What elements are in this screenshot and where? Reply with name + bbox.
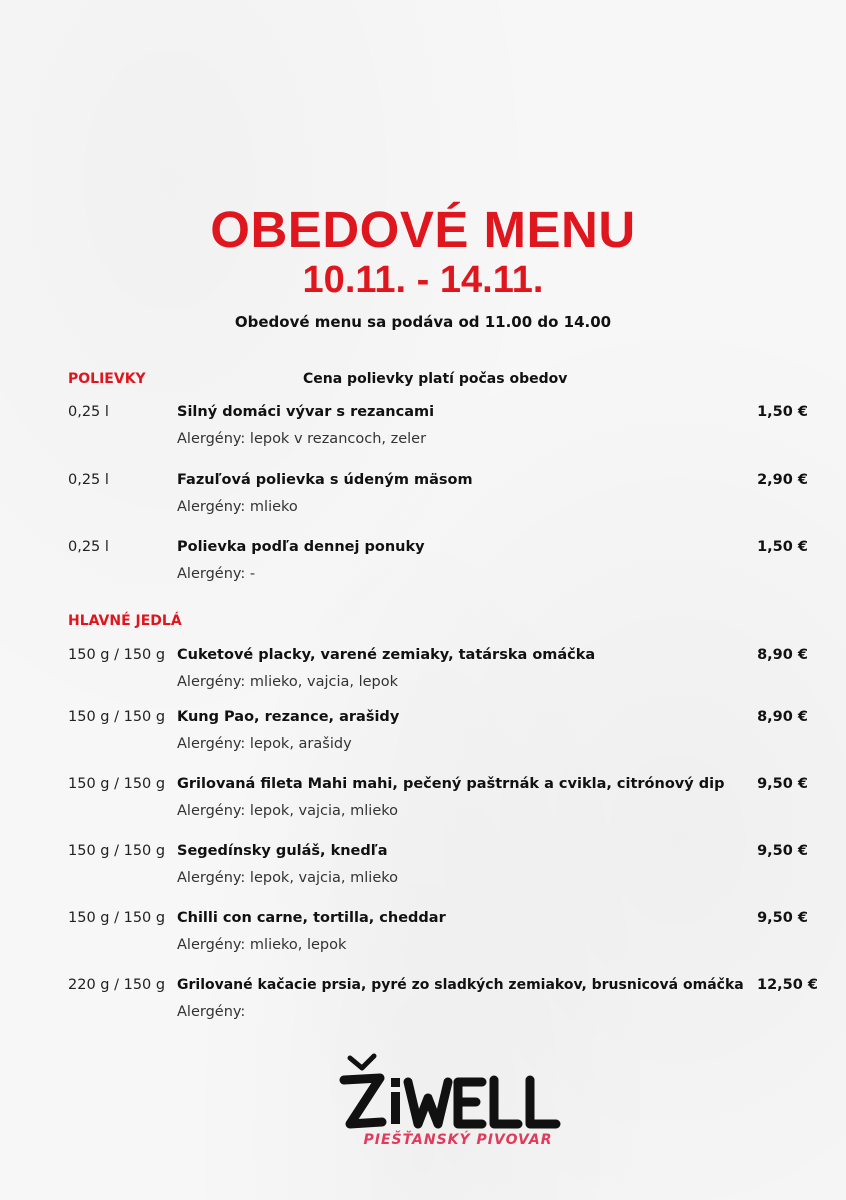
item-allergens: Alergény: mlieko, vajcia, lepok <box>177 674 399 690</box>
logo-tagline: PIEŠŤANSKÝ PIVOVAR <box>363 1132 553 1148</box>
item-quantity: 150 g / 150 g <box>68 709 166 725</box>
item-price: 9,50 € <box>757 776 808 792</box>
item-quantity: 150 g / 150 g <box>68 910 166 926</box>
item-name: Grilovaná fileta Mahi mahi, pečený paštrnák a cvikla, citrónový dip <box>177 776 725 792</box>
item-quantity: 0,25 l <box>68 404 109 420</box>
item-name: Silný domáci vývar s rezancami <box>177 404 435 420</box>
item-name: Polievka podľa dennej ponuky <box>177 539 425 555</box>
item-price: 9,50 € <box>757 843 808 859</box>
item-allergens: Alergény: mlieko <box>177 499 298 515</box>
item-name: Grilované kačacie prsia, pyré zo sladkých zemiakov, brusnicová omáčka <box>177 977 744 993</box>
item-allergens: Alergény: mlieko, lepok <box>177 937 347 953</box>
item-price: 2,90 € <box>757 472 808 488</box>
item-quantity: 0,25 l <box>68 539 109 555</box>
section-heading-soups: POLIEVKY <box>68 371 146 387</box>
section-heading-mains: HLAVNÉ JEDLÁ <box>68 613 182 629</box>
item-quantity: 150 g / 150 g <box>68 776 166 792</box>
item-name: Segedínsky guláš, knedľa <box>177 843 388 859</box>
item-price: 8,90 € <box>757 647 808 663</box>
item-price: 1,50 € <box>757 539 808 555</box>
item-allergens: Alergény: lepok, vajcia, mlieko <box>177 870 399 886</box>
item-quantity: 150 g / 150 g <box>68 843 166 859</box>
item-allergens: Alergény: <box>177 1004 246 1020</box>
item-quantity: 150 g / 150 g <box>68 647 166 663</box>
served-info: Obedové menu sa podáva od 11.00 do 14.00 <box>234 313 612 331</box>
menu-dates: 10.11. - 14.11. <box>302 259 544 301</box>
menu-title: OBEDOVÉ MENU <box>210 201 636 258</box>
item-quantity: 220 g / 150 g <box>68 977 166 993</box>
item-quantity: 0,25 l <box>68 472 109 488</box>
item-price: 9,50 € <box>757 910 808 926</box>
item-name: Kung Pao, rezance, arašidy <box>177 709 400 725</box>
soup-price-note: Cena polievky platí počas obedov <box>303 371 568 387</box>
item-price: 8,90 € <box>757 709 808 725</box>
item-allergens: Alergény: lepok, arašidy <box>177 736 352 752</box>
item-name: Chilli con carne, tortilla, cheddar <box>177 910 446 926</box>
item-allergens: Alergény: - <box>177 566 256 582</box>
ziwell-logo <box>336 1052 576 1162</box>
item-allergens: Alergény: lepok, vajcia, mlieko <box>177 803 399 819</box>
item-name: Fazuľová polievka s údeným mäsom <box>177 472 473 488</box>
item-price: 1,50 € <box>757 404 808 420</box>
item-price: 12,50 € <box>756 977 818 993</box>
item-name: Cuketové placky, varené zemiaky, tatárska omáčka <box>177 647 596 663</box>
item-allergens: Alergény: lepok v rezancoch, zeler <box>177 431 427 447</box>
